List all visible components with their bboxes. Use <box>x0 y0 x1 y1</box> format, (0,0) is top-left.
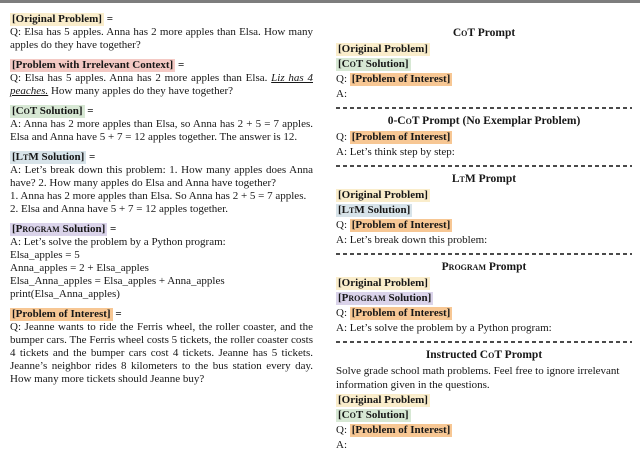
text-run: [C <box>12 105 24 117</box>
text-run: A: Let’s think step by step: <box>336 146 455 158</box>
dashed-separator <box>336 165 632 167</box>
answer-line <box>336 438 632 452</box>
instruction-text <box>336 364 632 392</box>
placeholder-line <box>336 276 632 290</box>
text-run: T Prompt (No Exemplar Problem) <box>411 115 581 127</box>
original-problem-label <box>10 13 313 26</box>
problem-of-interest-chip <box>350 307 453 320</box>
text-run: T Solution] <box>29 105 83 117</box>
text-run: t <box>349 204 355 216</box>
text-run: Q: <box>336 219 350 231</box>
dashed-separator <box>336 107 632 109</box>
text-run: o <box>349 409 356 421</box>
placeholder-line <box>336 188 632 202</box>
text-run: rogram <box>348 292 386 304</box>
program-code-line-4 <box>10 288 313 301</box>
text-run: M Solution] <box>28 151 85 163</box>
text-run: [Problem of Interest] <box>12 308 111 320</box>
ltm-solution-text-1 <box>10 164 313 190</box>
original-problem-chip <box>336 394 430 407</box>
figure-body <box>0 3 640 453</box>
text-run: [Original Problem] <box>338 394 428 406</box>
text-run: [Original Problem] <box>338 277 428 289</box>
text-run: Q: Elsa has 5 apples. Anna has 2 more apples than Elsa. <box>10 72 272 84</box>
answer-line <box>336 321 632 335</box>
prompts-column <box>313 13 632 453</box>
cot-solution-chip <box>336 58 411 71</box>
text-run: Solution] <box>59 223 106 235</box>
text-run: P <box>441 261 449 273</box>
dashed-separator <box>336 253 632 255</box>
problem-of-interest-chip <box>350 131 453 144</box>
answer-line <box>336 87 632 101</box>
ltm-solution-chip <box>10 151 86 164</box>
placeholder-line <box>336 57 632 71</box>
text-run: = <box>112 308 122 320</box>
text-run: = <box>86 151 96 163</box>
ltm-solution-chip <box>336 204 412 217</box>
zero-cot-prompt-title <box>336 114 632 128</box>
placeholder-line <box>336 393 632 407</box>
text-run: M Prompt <box>464 173 517 185</box>
placeholder-line <box>336 203 632 217</box>
text-run: 0-C <box>387 115 406 127</box>
text-run: Liz has 4 peaches. <box>10 72 313 97</box>
program-solution-text <box>10 236 313 249</box>
text-run: [Problem of Interest] <box>351 424 451 436</box>
text-run: [Original Problem] <box>338 43 428 55</box>
answer-line <box>336 233 632 247</box>
program-solution-label <box>10 223 313 236</box>
problem-of-interest-chip <box>10 308 113 321</box>
question-line <box>336 423 632 437</box>
text-run: o <box>461 27 468 39</box>
text-run: Elsa_Anna_apples = Elsa_apples + Anna_apples <box>10 275 225 287</box>
problem-of-interest-chip <box>350 424 453 437</box>
problem-of-interest-label <box>10 308 313 321</box>
cot-solution-label <box>10 105 313 118</box>
ltm-solution-text-2 <box>10 190 313 203</box>
text-run: [C <box>338 409 350 421</box>
text-run: Anna_apples = 2 + Elsa_apples <box>10 262 149 274</box>
original-problem-chip <box>336 43 430 56</box>
text-run: T Solution] <box>355 409 409 421</box>
text-run: o <box>405 115 412 127</box>
text-run: [L <box>12 151 23 163</box>
text-run: A: Let’s break down this problem: 1. How many apples does Anna have? 2. How many apples do Elsa and Anna have together? <box>10 164 313 189</box>
text-run: Q: Jeanne wants to ride the Ferris wheel, the roller coaster, and the bumper cars. The Ferris wheel costs 5 tickets, the roller coaster costs 4 tickets and the bumper cars cost 4 tickets. Jeanne has 5 tickets. Jeanne’s neighbor rides 8 kilometers to the bus station every day. How many more tickets should Jeanne buy? <box>10 321 313 385</box>
text-run: T Solution] <box>355 58 409 70</box>
text-run: L <box>451 173 460 185</box>
original-problem-chip <box>10 13 104 26</box>
text-run: t <box>459 173 465 185</box>
irrelevant-context-label <box>10 59 313 72</box>
problem-of-interest-chip <box>350 73 453 86</box>
text-run: [Problem with Irrelevant Context] <box>12 59 174 71</box>
program-solution-chip <box>10 223 107 236</box>
original-problem-chip <box>336 189 430 202</box>
question-line <box>336 72 632 86</box>
text-run: A: Let’s solve the problem by a Python program: <box>336 322 552 334</box>
text-run: = <box>175 59 185 71</box>
problem-of-interest-chip <box>350 219 453 232</box>
placeholder-line <box>336 291 632 305</box>
text-run: Q: <box>336 307 350 319</box>
text-run: A: <box>336 439 347 451</box>
text-run: Elsa_apples = 5 <box>10 249 80 261</box>
text-run: Prompt <box>486 261 527 273</box>
text-run: [P <box>338 292 349 304</box>
text-run: A: <box>336 88 347 100</box>
text-run: M Solution] <box>354 204 411 216</box>
text-run: [P <box>12 223 23 235</box>
text-run: rogram <box>22 223 60 235</box>
text-run: o <box>349 58 356 70</box>
text-run: rogram <box>448 261 486 273</box>
program-code-line-1 <box>10 249 313 262</box>
text-run: t <box>23 151 29 163</box>
cot-solution-chip <box>10 105 85 118</box>
text-run: Q: <box>336 131 350 143</box>
original-problem-text <box>10 26 313 52</box>
ltm-prompt-title <box>336 172 632 186</box>
text-run: C <box>452 27 462 39</box>
ltm-solution-text-3 <box>10 203 313 216</box>
question-line <box>336 130 632 144</box>
text-run: [C <box>338 58 350 70</box>
question-line <box>336 306 632 320</box>
text-run: [Problem of Interest] <box>351 73 451 85</box>
dashed-separator <box>336 341 632 343</box>
program-code-line-3 <box>10 275 313 288</box>
text-run: A: Let’s break down this problem: <box>336 234 488 246</box>
cot-solution-chip <box>336 409 411 422</box>
text-run: 1. Anna has 2 more apples than Elsa. So Anna has 2 + 5 = 7 apples. <box>10 190 307 202</box>
irrelevant-context-chip <box>10 59 175 72</box>
text-run: o <box>488 349 495 361</box>
examples-column <box>10 13 313 453</box>
text-run: A: Let’s solve the problem by a Python program: <box>10 236 226 248</box>
problem-of-interest-text <box>10 321 313 386</box>
text-run: Instructed C <box>425 349 489 361</box>
text-run: [Problem of Interest] <box>351 307 451 319</box>
text-run: [Original Problem] <box>12 13 102 25</box>
text-run: How many apples do they have together? <box>48 85 233 97</box>
program-prompt-title <box>336 260 632 274</box>
cot-solution-text <box>10 118 313 144</box>
text-run: = <box>107 223 117 235</box>
text-run: = <box>103 13 113 25</box>
text-run: = <box>84 105 94 117</box>
original-problem-chip <box>336 277 430 290</box>
text-run: Solve grade school math problems. Feel free to ignore irrelevant information given in the questions. <box>336 365 620 391</box>
text-run: A: Anna has 2 more apples than Elsa, so Anna has 2 + 5 = 7 apples. Elsa and Anna have 5 + 7 = 12 apples together. The answer is 12. <box>10 118 313 143</box>
program-solution-chip <box>336 292 433 305</box>
cot-prompt-title <box>336 26 632 40</box>
text-run: [L <box>338 204 349 216</box>
text-run: Q: Elsa has 5 apples. Anna has 2 more apples than Elsa. How many apples do they have together? <box>10 26 313 51</box>
text-run: print(Elsa_Anna_apples) <box>10 288 120 300</box>
question-line <box>336 218 632 232</box>
program-code-line-2 <box>10 262 313 275</box>
text-run: [Original Problem] <box>338 189 428 201</box>
irrelevant-context-text <box>10 72 313 98</box>
text-run: Solution] <box>385 292 432 304</box>
answer-line <box>336 145 632 159</box>
text-run: T Prompt <box>467 27 516 39</box>
placeholder-line <box>336 42 632 56</box>
text-run: [Problem of Interest] <box>351 219 451 231</box>
text-run: Q: <box>336 73 350 85</box>
text-run: o <box>23 105 30 117</box>
text-run: [Problem of Interest] <box>351 131 451 143</box>
instructed-cot-prompt-title <box>336 348 632 362</box>
placeholder-line <box>336 408 632 422</box>
text-run: Q: <box>336 424 350 436</box>
text-run: T Prompt <box>494 349 543 361</box>
text-run: 2. Elsa and Anna have 5 + 7 = 12 apples together. <box>10 203 228 215</box>
ltm-solution-label <box>10 151 313 164</box>
